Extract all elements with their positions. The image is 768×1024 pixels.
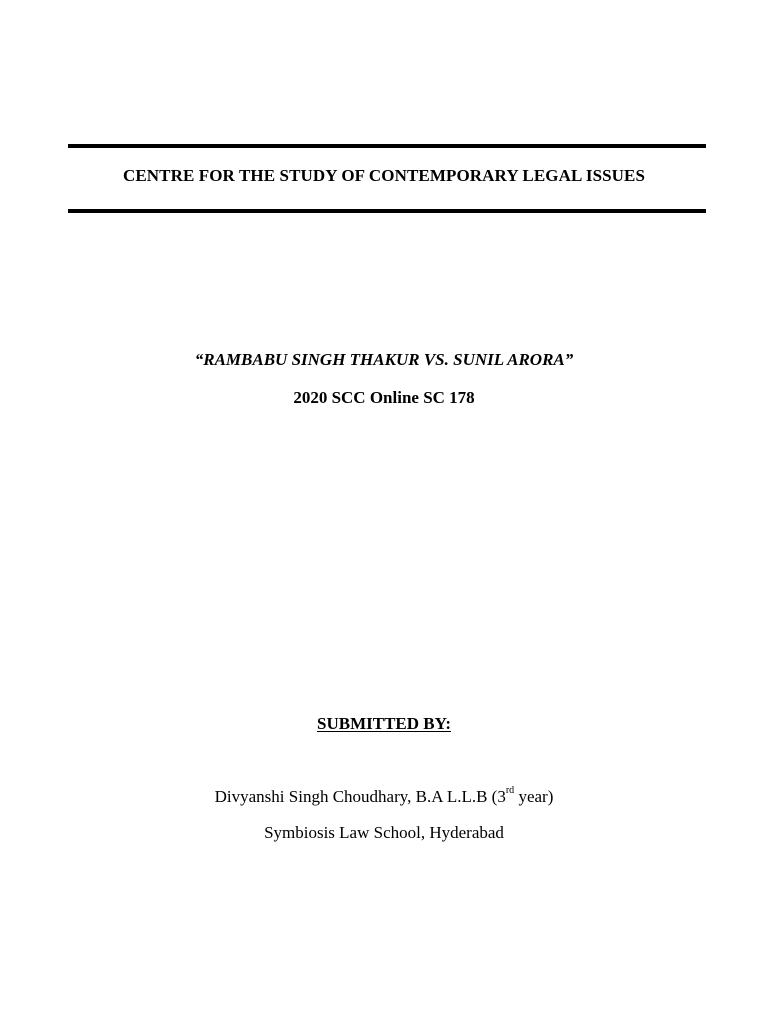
submitted-by-heading: SUBMITTED BY: bbox=[317, 714, 451, 733]
centre-title: CENTRE FOR THE STUDY OF CONTEMPORARY LEGAL ISSUES bbox=[122, 166, 646, 185]
bottom-horizontal-rule bbox=[68, 209, 706, 213]
school-name: Symbiosis Law School, Hyderabad bbox=[264, 823, 504, 842]
author-name-course: Divyanshi Singh Choudhary, B.A L.L.B (3 bbox=[214, 787, 506, 806]
top-horizontal-rule bbox=[68, 144, 706, 148]
author-year-suffix: year) bbox=[514, 787, 554, 806]
year-ordinal-superscript: rd bbox=[505, 785, 515, 797]
author-line bbox=[0, 787, 768, 807]
case-title: “RAMBABU SINGH THAKUR VS. SUNIL ARORA” bbox=[194, 350, 574, 369]
case-citation: 2020 SCC Online SC 178 bbox=[293, 388, 475, 407]
